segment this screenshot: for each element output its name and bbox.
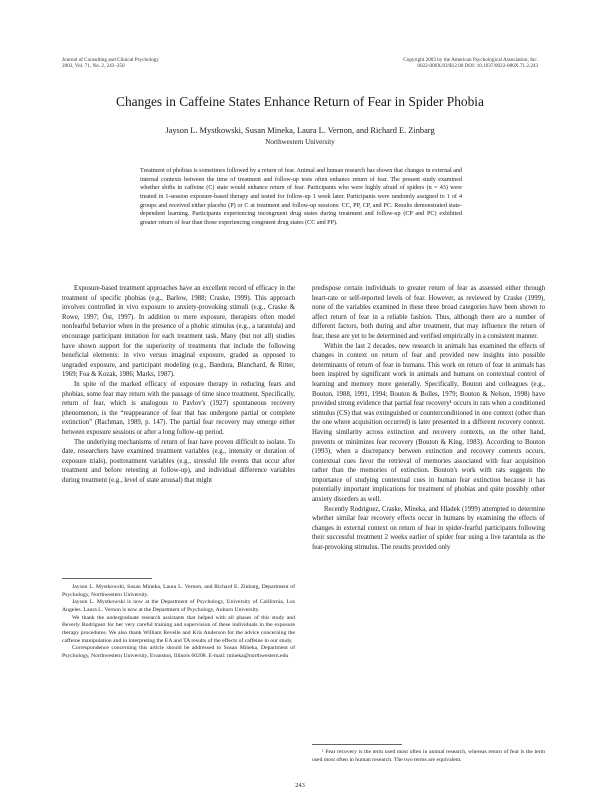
footnote-divider xyxy=(312,744,402,745)
abstract: Treatment of phobias is sometimes followed by a return of fear. Animal and human research has shown that changes in external and internal contexts between the time of treatment and follow-up tests often enhance return of fear. The present study examined whether shifts in caffeine (C) state would enhance return of fear. Participants who were highly afraid of spiders (n = 43) were treated in 1-session exposure-based therapy and tested for follow-up 1 week later. Participants were randomly assigned to 1 of 4 groups and received either placebo (P) or C at treatment and follow-up sessions: CC, PP, CP, and PC. Results demonstrated state-dependent learning. Participants experiencing incongruent drug states during treatment and follow-up (CP and PC) exhibited greater return of fear than those experiencing congruent drug states (CC and PP). xyxy=(140,168,462,226)
affiliation: Northwestern University xyxy=(265,138,335,146)
footnote-text: ¹ Fear recovery is the term used most often in animal research, whereas return of fear is the term used most often in human research. The two terms are equivalent. xyxy=(312,749,545,763)
author-note-divider xyxy=(62,578,152,579)
body-paragraph: Recently Rodriguez, Craske, Mineka, and Hladek (1999) attempted to determine whether similar fear recovery effects occur in humans by examining the effects of changes in external context on return of fear in spider-fearful participants following their successful treatment 2 weeks earlier of spider fear using a live tarantula as the fear-provoking stimulus. The results provided only xyxy=(312,505,545,552)
doi-line: 0022-006X/03/$12.00 DOI: 10.1037/0022-006X.71.2.243 xyxy=(417,63,538,70)
body-paragraph: predispose certain individuals to greater return of fear as assessed either through heart-rate or self-reported levels of fear. However, as reviewed by Craske (1999), none of the variables examined in these three broad categories have been shown to affect return of fear in a reliable fashion. Thus, although there are a number of different factors, both during and after treatment, that may influence the return of fear, these are yet to be determined and verified empirically in a consistent manner. xyxy=(312,285,545,340)
author-notes xyxy=(62,584,295,661)
author-note: Correspondence concerning this article should be addressed to Susan Mineka, Department of Psychology, Northwestern University, Evanston, Illinois 60208. E-mail: mineka@northwestern.edu xyxy=(62,645,295,659)
copyright-header xyxy=(403,57,538,70)
body-column-right xyxy=(312,284,545,553)
author-note: Jayson L. Mystkowski, Susan Mineka, Laura L. Vernon, and Richard E. Zinbarg, Department of Psychology, Northwestern University. xyxy=(62,584,295,598)
body-paragraph: In spite of the marked efficacy of exposure therapy in reducing fears and phobias, some fear may return with the passage of time since treatment. Specifically, return of fear, which is analogous to Pavlov's (1927) spontaneous recovery phenomenon, is the “reappearance of fear that has undergone partial or complete extinction” (Rachman, 1989, p. 147). The partial fear recovery may emerge either between exposure sessions or after a long follow-up period. xyxy=(62,380,295,436)
author-list: Jayson L. Mystkowski, Susan Mineka, Laura L. Vernon, and Richard E. Zinbarg xyxy=(165,126,435,135)
journal-name: Journal of Consulting and Clinical Psychology xyxy=(62,57,159,63)
footnote xyxy=(312,749,545,764)
copyright-line: Copyright 2003 by the American Psychological Association, Inc. xyxy=(403,57,538,63)
author-note: Jayson L. Mystkowski is now at the Department of Psychology, University of California, Los Angeles. Laura L. Vernon is now at the Department of Psychology, Auburn University. xyxy=(62,599,295,613)
body-paragraph: The underlying mechanisms of return of fear have proven difficult to isolate. To date, researchers have examined treatment variables (e.g., intensity or duration of exposure trials), posttreatment variables (e.g., stressful life events that occur after treatment and before retesting at follow-up), and individual difference variables during treatment (e.g., level of state arousal) that might xyxy=(62,438,295,484)
page-number: 243 xyxy=(295,782,305,789)
author-note: We thank the undergraduate research assistants that helped with all phases of this study and Beverly Rodriguez for her very careful training and supervision of these individuals in the exposure therapy procedures. We also thank William Revelle and Kris Anderson for the advice concerning the caffeine manipulation and in interpreting the EA and TA results of the effects of caffeine in our study. xyxy=(62,614,295,644)
body-paragraph: Within the last 2 decades, new research in animals has examined the effects of changes in context on return of fear and provided new insights into possible determinants of return of fear in humans. This work on return of fear in animals has been inspired by significant work in animals and humans on contextual control of learning and memory more generally. Specifically, Bouton and colleagues (e.g., Bouton, 1988, 1991, 1994; Bouton & Bolles, 1979; Bouton & Nelson, 1998) have provided strong evidence that partial fear recovery¹ occurs in rats when a conditioned stimulus (CS) that was extinguished or counterconditioned in one context (other than the one where acquisition occurred) is later presented in a different recovery context. Having similarity across extinction and recovery contexts, on the other hand, prevents or minimizes fear recovery (Bouton & King, 1983). According to Bouton (1993), when a discrepancy between extinction and recovery contexts occurs, contextual cues favor the retrieval of memories associated with fear acquisition rather than the memories of extinction. Bouton's work with rats suggests the importance of studying contextual cues in human fear extinction because it has potentially important implications for treatment of phobias and quite possibly other anxiety disorders as well. xyxy=(312,342,545,504)
body-column-left xyxy=(62,284,295,485)
article-title: Changes in Caffeine States Enhance Return of Fear in Spider Phobia xyxy=(116,94,484,109)
journal-volume: 2003, Vol. 71, No. 2, 243–250 xyxy=(62,63,125,70)
journal-header xyxy=(62,57,159,70)
body-paragraph: Exposure-based treatment approaches have an excellent record of efficacy in the treatment of specific phobias (e.g., Barlow, 1988; Craske, 1999). This approach involves controlled in vivo exposure to anxiety-provoking stimuli (e.g., Craske & Rowe, 1997; Öst, 1997). In addition to mere exposure, therapists often model nonfearful behavior when in the presence of a phobic stimulus (e.g., a tarantula) and encourage participant imitation for each treatment task. Many (but not all) studies have shown support for the superiority of treatments that include the following beneficial elements: in vivo versus imaginal exposure, graded as opposed to ungraded exposure, and participant modeling (e.g., Bandura, Blanchard, & Ritter, 1969; Foa & Kozak, 1986; Marks, 1987). xyxy=(62,285,295,379)
